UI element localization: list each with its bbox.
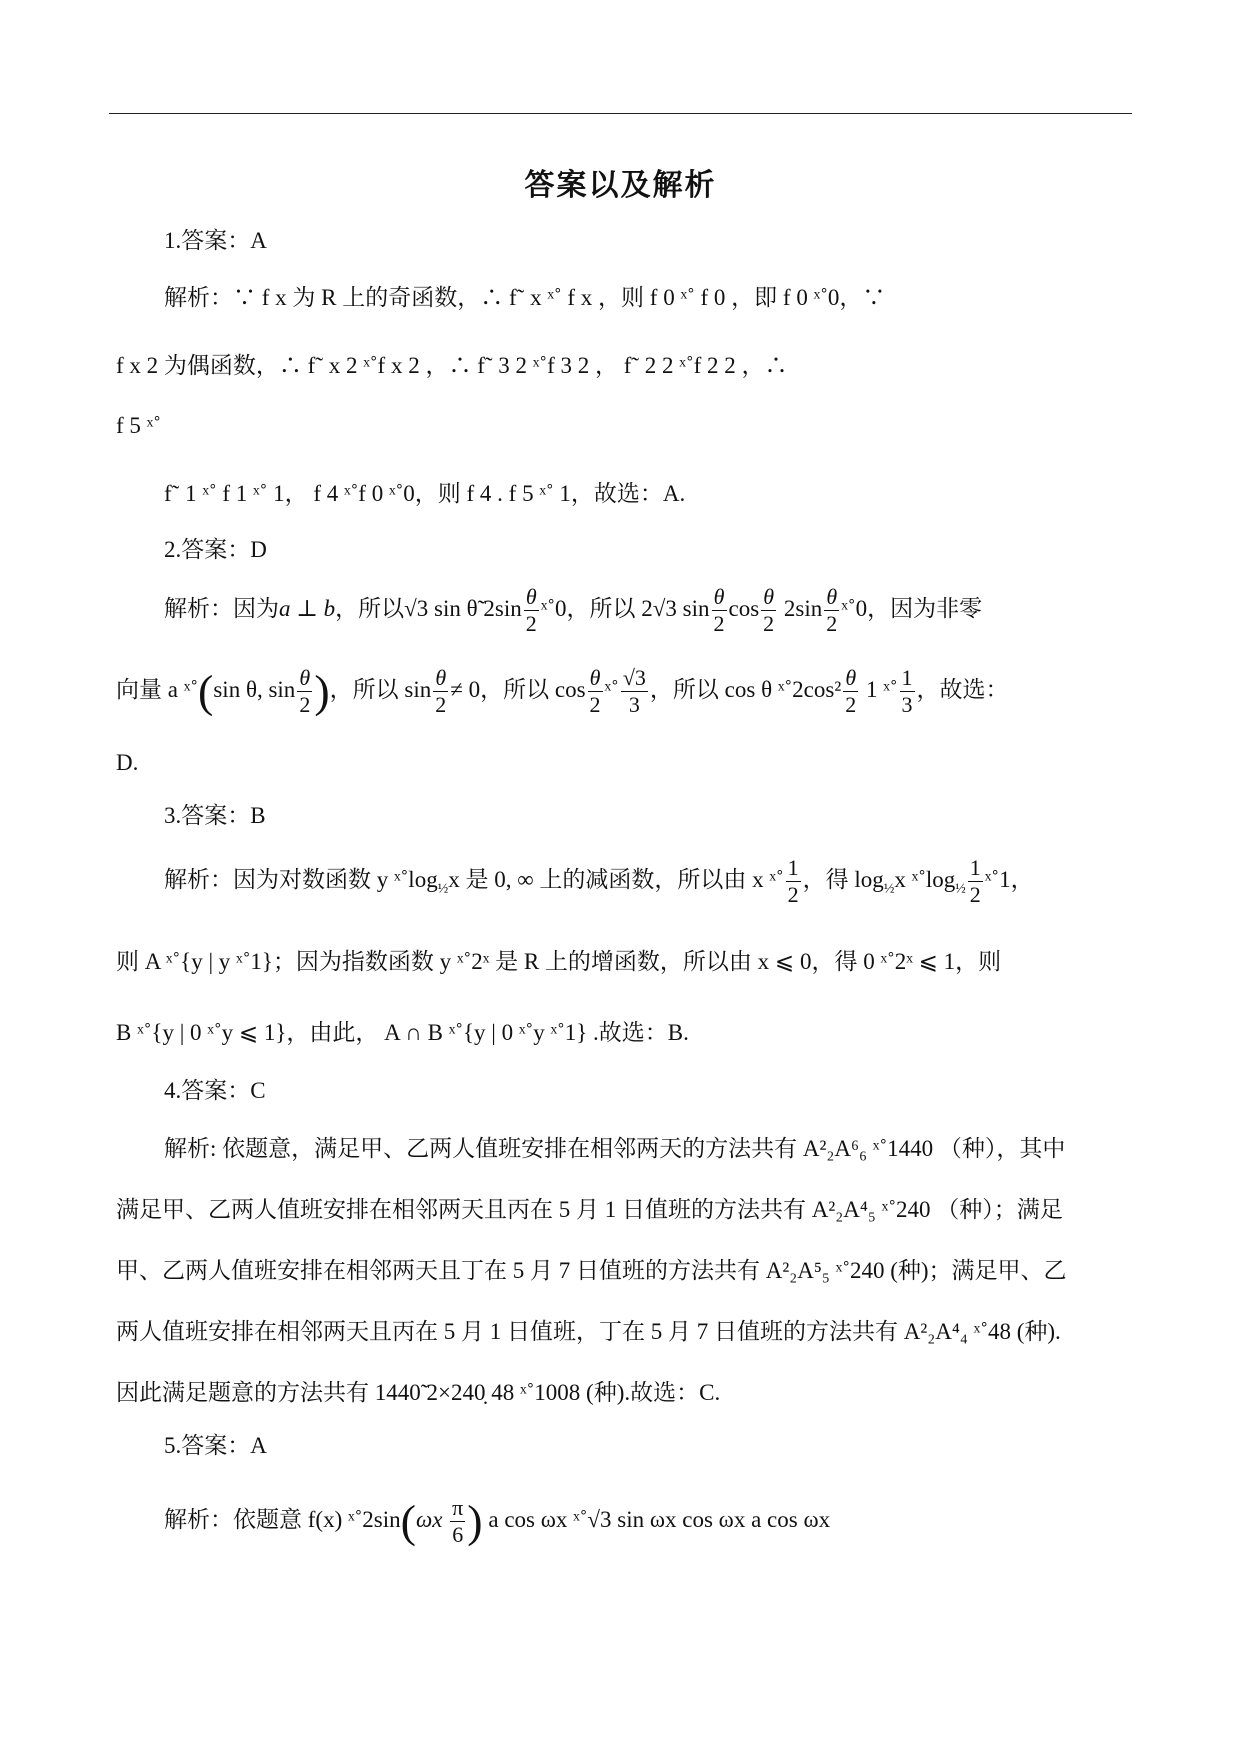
q4-line-3: 甲、乙两人值班安排在相邻两天且丁在 5 月 7 日值班的方法共有 A²₂A⁵₅ ˣ˚240 (种)；满足甲、乙: [116, 1258, 1067, 1283]
q2-frac: [843, 665, 858, 718]
frac-den: 2: [787, 882, 799, 908]
q2-answer: 2.答案：D: [164, 537, 267, 562]
frac-num: π: [452, 1495, 464, 1521]
q5-l1-a: 解析：依题意 f(x) ˣ˚2sin: [164, 1507, 401, 1532]
q2-line-2: [116, 660, 1146, 722]
q2-l1-f: ˣ˚0，因为非零: [841, 596, 983, 621]
frac-den: 3: [901, 692, 913, 718]
q2-l2-f: ，所以 cos θ ˣ˚2cos²: [649, 677, 842, 702]
q4-line-2: 满足甲、乙两人值班安排在相邻两天且丙在 5 月 1 日值班的方法共有 A²₂A⁴₅ ˣ˚240 （种）；满足: [116, 1197, 1063, 1222]
q2-l2-b: sin θ, sin: [213, 677, 296, 702]
frac-num: θ: [524, 584, 539, 611]
q2-l2-g: 1 ˣ˚: [860, 677, 898, 702]
q3-sub: ½: [437, 881, 449, 897]
q5-l1-b: ωx: [415, 1507, 449, 1532]
q2-l1-a: 解析：因为: [164, 596, 279, 621]
header-rule: [109, 113, 1132, 114]
q3-sub: ½: [883, 881, 895, 897]
q5-line-1: [164, 1490, 1194, 1552]
q3-frac: [968, 855, 983, 908]
q4-line-1: 解析: 依题意，满足甲、乙两人值班安排在相邻两天的方法共有 A²₂A⁶₆ ˣ˚1440 （种），其中: [164, 1136, 1066, 1161]
frac-num: θ: [824, 584, 839, 611]
frac-num: √3: [622, 665, 646, 691]
frac-den: 2: [969, 882, 981, 908]
frac-num: θ: [297, 665, 312, 692]
q2-line-1: [164, 580, 1194, 638]
q3-l1-a: 解析：因为对数函数 y ˣ˚log: [164, 867, 438, 892]
q2-l1-d: cos: [728, 596, 760, 621]
frac-den: 2: [299, 692, 311, 718]
q2-frac: [524, 584, 539, 637]
frac-num: θ: [588, 665, 603, 692]
q1-line-2: f x 2 为偶函数，∴ f˜ x 2 ˣ˚f x 2 ，∴ f˜ 3 2 ˣ˚f 3 2 ， f˜ 2 2 ˣ˚f 2 2 ，∴: [116, 353, 788, 378]
frac-den: 2: [763, 611, 775, 637]
frac-num: 1: [901, 665, 913, 691]
q3-line-1: [164, 850, 1194, 920]
q2-l1-e: 2sin: [778, 596, 823, 621]
q4-line-4: 两人值班安排在相邻两天且丙在 5 月 1 日值班，丁在 5 月 7 日值班的方法共有 A²₂A⁴₄ ˣ˚48 (种).: [116, 1319, 1061, 1344]
q2-l2-d: ≠ 0，所以 cos: [450, 677, 586, 702]
q2-frac: [900, 665, 915, 718]
frac-num: θ: [712, 584, 727, 611]
q2-l1-c: ˣ˚0，所以 2√3 sin: [540, 596, 710, 621]
paren-right: ): [314, 665, 330, 717]
q2-line-3: D.: [116, 750, 139, 775]
paren-left: (: [400, 1495, 416, 1547]
q2-frac: [712, 584, 727, 637]
frac-den: 2: [826, 611, 838, 637]
q2-frac: [761, 584, 776, 637]
paren-right: ): [467, 1495, 483, 1547]
q3-sub: ½: [955, 881, 966, 897]
frac-den: 3: [628, 692, 640, 718]
frac-num: θ: [761, 584, 776, 611]
paren-left: (: [198, 665, 214, 717]
q1-answer: 1.答案：A: [164, 228, 267, 253]
q3-l1-c: ，得 log: [802, 867, 884, 892]
q2-frac: [621, 665, 648, 718]
q3-l1-d: x ˣ˚log: [894, 867, 956, 892]
frac-den: 2: [845, 692, 857, 718]
frac-den: 2: [713, 611, 725, 637]
frac-num: θ: [843, 665, 858, 692]
q3-line-3: B ˣ˚{y | 0 ˣ˚y ⩽ 1}，由此， A ∩ B ˣ˚{y | 0 ˣ˚y ˣ˚1} .故选：B.: [116, 1020, 689, 1045]
frac-den: 2: [525, 611, 537, 637]
q2-l2-c: ，所以 sin: [329, 677, 432, 702]
page-title: 答案以及解析: [524, 168, 717, 203]
q2-vector: a ⊥ b: [279, 596, 336, 621]
frac-num: 1: [969, 855, 981, 881]
frac-num: θ: [433, 665, 448, 692]
q5-l1-c: a cos ωx ˣ˚√3 sin ωx cos ωx a cos ωx: [482, 1507, 831, 1532]
q3-answer: 3.答案：B: [164, 803, 266, 828]
q1-line-4: f˜ 1 ˣ˚ f 1 ˣ˚ 1， f 4 ˣ˚f 0 ˣ˚0，则 f 4 . f 5 ˣ˚ 1，故选：A.: [164, 481, 686, 506]
q5-frac: [450, 1495, 465, 1548]
q1-line-3: f 5 ˣ˚: [116, 413, 161, 438]
q2-l1-b: ，所以√3 sin θ̃ 2sin: [335, 596, 522, 621]
q2-l2-a: 向量 a ˣ˚: [116, 677, 199, 702]
q4-line-5: 因此满足题意的方法共有 1440̃ 2×240̣ 48 ˣ˚1008 (种).故选：C.: [116, 1380, 721, 1405]
frac-den: 2: [435, 692, 447, 718]
frac-den: 6: [452, 1522, 464, 1548]
q4-answer: 4.答案：C: [164, 1078, 266, 1103]
q2-frac: [297, 665, 312, 718]
q2-l2-e: ˣ˚: [604, 677, 619, 702]
frac-num: 1: [787, 855, 799, 881]
q2-frac: [588, 665, 603, 718]
q3-l1-e: ˣ˚1，: [984, 867, 1034, 892]
q1-line-1: 解析：∵ f x 为 R 上的奇函数，∴ f˜ x ˣ˚ f x ，则 f 0 ˣ˚ f 0 ，即 f 0 ˣ˚0，∵: [164, 285, 886, 310]
q3-l1-b: x 是 0, ∞ 上的减函数，所以由 x ˣ˚: [448, 867, 784, 892]
q2-frac: [824, 584, 839, 637]
q3-line-2: 则 A ˣ˚{y | y ˣ˚1}；因为指数函数 y ˣ˚2ˣ 是 R 上的增函数，所以由 x ⩽ 0，得 0 ˣ˚2ˣ ⩽ 1，则: [116, 949, 1002, 974]
q2-l2-h: ，故选：: [916, 677, 1009, 702]
q3-frac: [786, 855, 801, 908]
q5-answer: 5.答案：A: [164, 1433, 267, 1458]
frac-den: 2: [589, 692, 601, 718]
q2-frac: [433, 665, 448, 718]
